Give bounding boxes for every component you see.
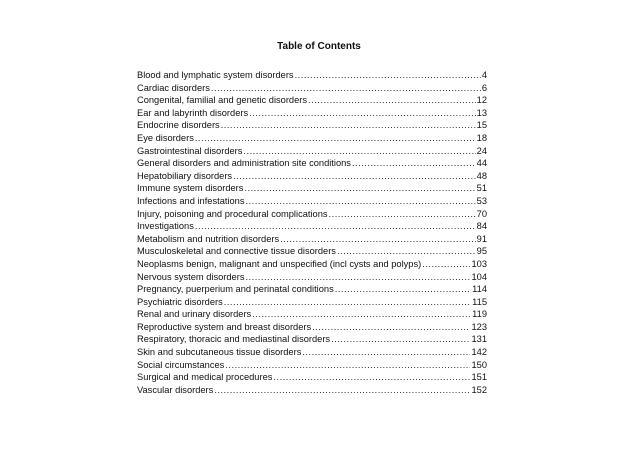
toc-entry-page-number: 48 [476,170,487,181]
toc-entry-label: Neoplasms benign, malignant and unspecified (incl cysts and polyps) [137,258,422,269]
toc-dot-leader [233,170,476,183]
toc-entry[interactable] [137,195,487,208]
toc-entry-label: Psychiatric disorders [137,296,223,307]
toc-dot-leader [295,69,481,82]
toc-entry-label: Gastrointestinal disorders [137,145,243,156]
toc-entry-label: Pregnancy, puerperium and perinatal conditions [137,284,334,295]
toc-title: Table of Contents [277,41,361,52]
toc-entry-page-number: 70 [476,208,487,219]
toc-dot-leader [312,321,470,334]
toc-entry[interactable] [137,82,487,95]
toc-entry-label: Blood and lymphatic system disorders [137,70,294,80]
toc-entry-page-number: 84 [476,221,487,232]
toc-entry[interactable] [137,283,487,296]
toc-dot-leader [308,94,476,107]
toc-dot-leader [221,119,476,132]
toc-entry-label: Respiratory, thoracic and mediastinal disorders [137,334,331,345]
toc-entry-page-number: 53 [476,195,487,206]
toc-entry-label: Congenital, familial and genetic disorders [137,95,308,106]
toc-entry-page-number: 4 [481,70,487,80]
toc-entry-label: Nervous system disorders [137,271,245,282]
toc-dot-leader [273,371,470,384]
toc-entry-label: Ear and labyrinth disorders [137,107,249,118]
toc-entry-page-number: 18 [476,132,487,143]
toc-entry[interactable] [137,107,487,120]
toc-entry[interactable] [137,233,487,246]
toc-entry-label: Metabolism and nutrition disorders [137,233,280,244]
toc-entry[interactable] [137,296,487,309]
toc-dot-leader [244,182,475,195]
toc-list [137,69,487,396]
toc-dot-leader [335,283,471,296]
toc-dot-leader [422,258,470,271]
toc-entry[interactable] [137,333,487,346]
toc-entry[interactable] [137,182,487,195]
toc-entry-page-number: 91 [476,233,487,244]
toc-entry[interactable] [137,258,487,271]
toc-dot-leader [337,245,476,258]
toc-entry[interactable] [137,359,487,372]
toc-entry[interactable] [137,208,487,221]
toc-entry-page-number: 51 [476,183,487,194]
toc-entry-label: Skin and subcutaneous tissue disorders [137,347,302,358]
toc-dot-leader [224,296,471,309]
toc-entry-page-number: 150 [471,359,487,370]
toc-entry[interactable] [137,245,487,258]
toc-entry-page-number: 95 [476,246,487,257]
toc-entry[interactable] [137,145,487,158]
toc-entry-label: General disorders and administration site conditions [137,158,351,169]
toc-entry-page-number: 103 [471,258,487,269]
toc-dot-leader [302,346,470,359]
toc-entry-page-number: 142 [471,347,487,358]
toc-dot-leader [329,208,476,221]
toc-entry-label: Hepatobiliary disorders [137,170,233,181]
toc-entry-label: Eye disorders [137,132,194,143]
toc-entry-page-number: 44 [476,158,487,169]
toc-entry[interactable] [137,371,487,384]
toc-dot-leader [211,82,481,95]
toc-entry-label: Cardiac disorders [137,82,210,93]
toc-entry-page-number: 13 [476,107,487,118]
toc-entry[interactable] [137,321,487,334]
toc-entry[interactable] [137,170,487,183]
toc-dot-leader [195,132,476,145]
toc-entry-page-number: 131 [471,334,487,345]
toc-entry-page-number: 114 [472,284,487,295]
toc-entry-label: Renal and urinary disorders [137,309,252,320]
toc-entry-page-number: 151 [471,372,487,383]
toc-entry[interactable] [137,69,487,82]
toc-entry-page-number: 152 [471,384,487,395]
toc-dot-leader [331,333,470,346]
toc-entry-label: Injury, poisoning and procedural complications [137,208,328,219]
toc-dot-leader [352,157,476,170]
toc-dot-leader [249,107,476,120]
toc-dot-leader [246,195,476,208]
toc-dot-leader [245,271,470,284]
toc-entry[interactable] [137,157,487,170]
toc-entry-page-number: 123 [471,321,487,332]
toc-entry[interactable] [137,271,487,284]
toc-entry-page-number: 12 [476,95,487,106]
toc-entry-page-number: 6 [481,82,487,93]
toc-entry-label: Surgical and medical procedures [137,372,273,383]
toc-entry-label: Social circumstances [137,359,225,370]
toc-entry-label: Musculoskeletal and connective tissue disorders [137,246,336,257]
toc-entry-page-number: 15 [476,120,487,131]
toc-dot-leader [214,384,470,397]
toc-entry-page-number: 115 [472,296,487,307]
toc-entry-page-number: 24 [476,145,487,156]
toc-entry-label: Endocrine disorders [137,120,220,131]
toc-entry-label: Reproductive system and breast disorders [137,321,312,332]
toc-entry-label: Infections and infestations [137,195,245,206]
toc-entry-label: Investigations [137,221,194,232]
toc-entry[interactable] [137,220,487,233]
toc-entry[interactable] [137,384,487,397]
toc-dot-leader [280,233,476,246]
toc-dot-leader [243,145,475,158]
toc-entry[interactable] [137,119,487,132]
toc-entry-page-number: 119 [472,309,487,320]
toc-entry[interactable] [137,94,487,107]
toc-dot-leader [252,308,471,321]
toc-entry-label: Immune system disorders [137,183,244,194]
toc-entry[interactable] [137,346,487,359]
toc-entry[interactable] [137,132,487,145]
toc-entry-label: Vascular disorders [137,384,214,395]
toc-dot-leader [195,220,476,233]
toc-entry-page-number: 104 [471,271,487,282]
toc-dot-leader [225,359,470,372]
toc-entry[interactable] [137,308,487,321]
